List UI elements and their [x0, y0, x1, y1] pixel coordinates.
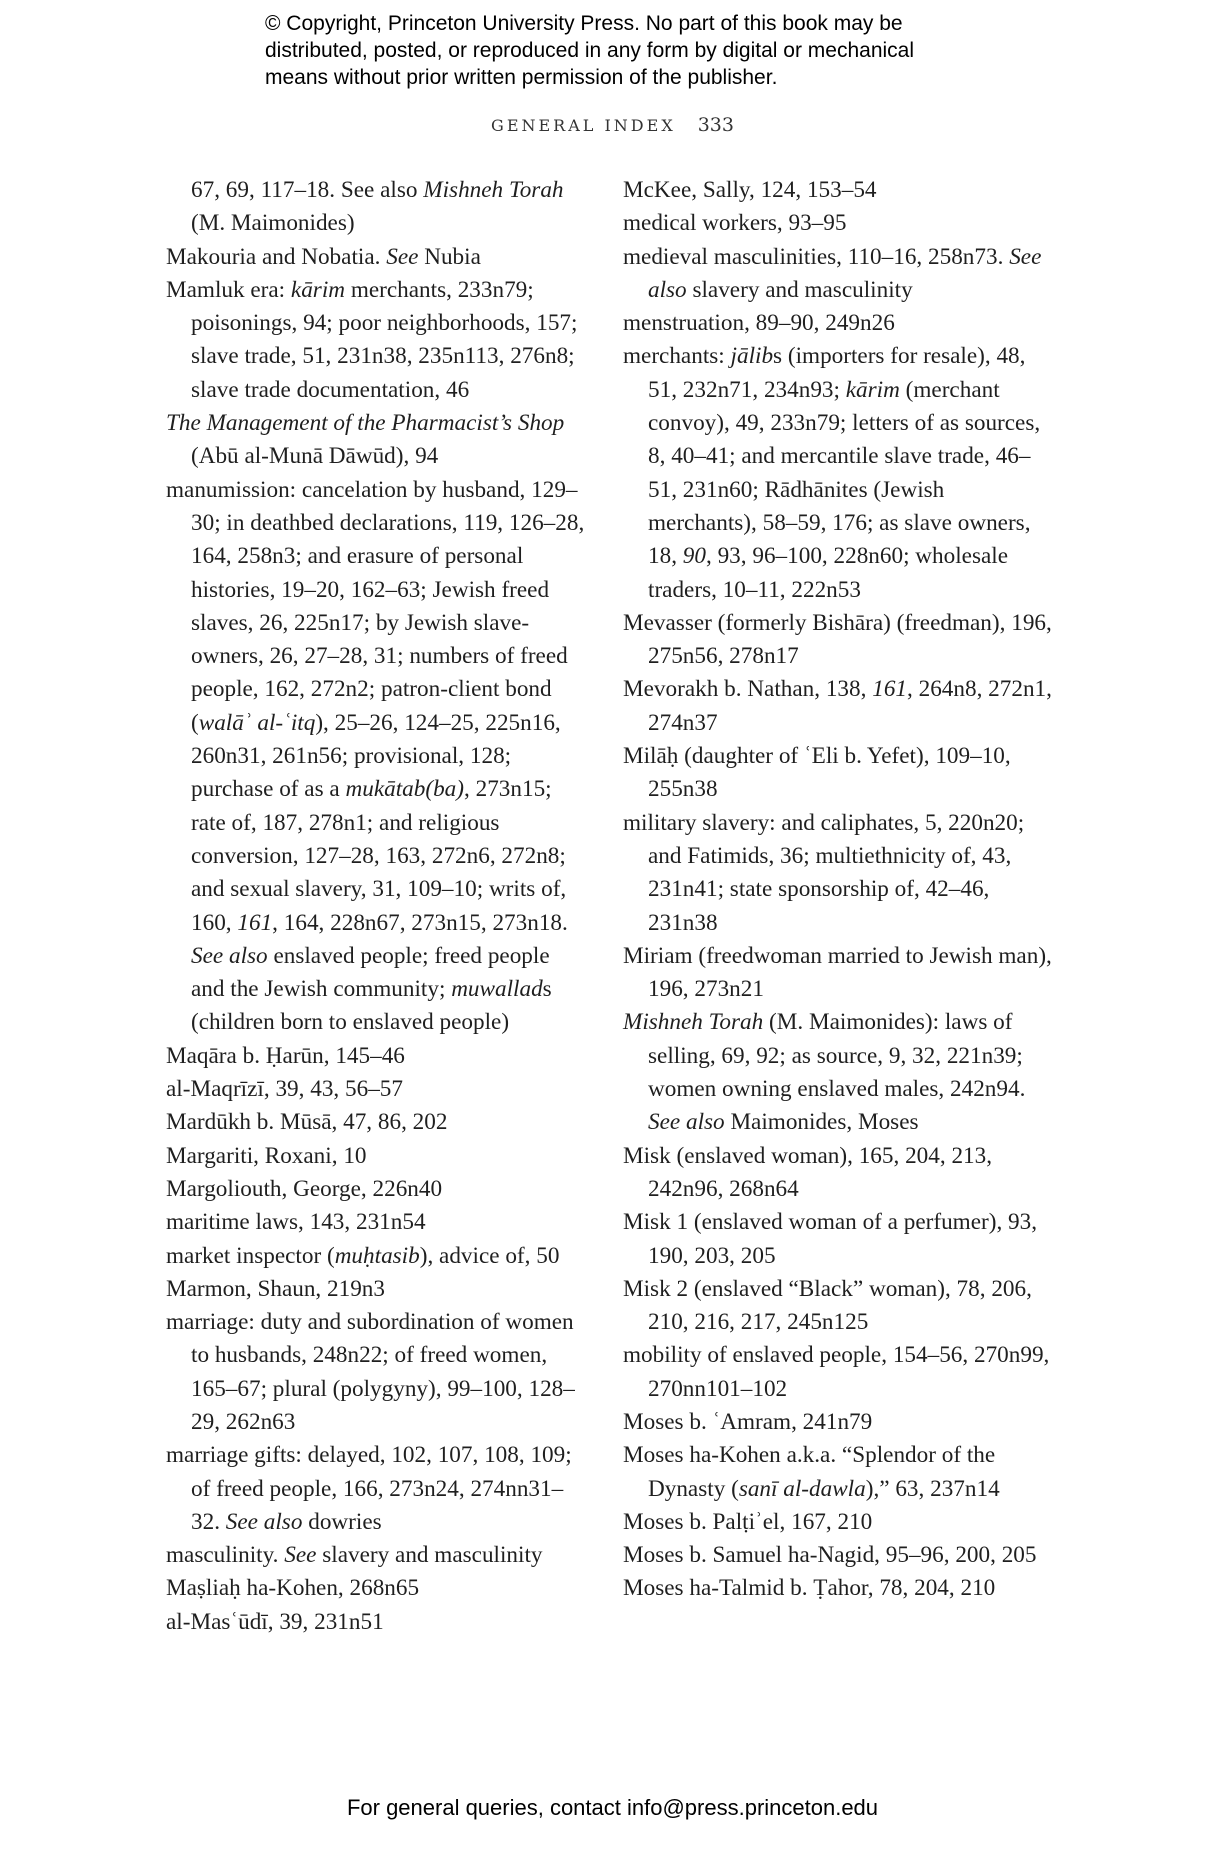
index-entry: medieval masculinities, 110–16, 258n73. See also slavery and masculinity	[623, 243, 1042, 303]
index-entry: menstruation, 89–90, 249n26	[623, 310, 895, 337]
index-entry: Moses ha-Kohen a.k.a. “Splendor of the Dynasty (sanī al-dawla),” 63, 237n14	[623, 1442, 1000, 1502]
index-entry: medical workers, 93–95	[623, 210, 847, 237]
page-number: 333	[697, 114, 734, 136]
copyright-line: © Copyright, Princeton University Press. No part of this book may be	[265, 12, 903, 35]
index-entry: marriage: duty and subordination of women to husbands, 248n22; of freed women, 165–67; plural (polygyny), 99–100, 128–29, 262n63	[166, 1309, 575, 1435]
index-entry: 67, 69, 117–18. See also Mishneh Torah (M. Maimonides)	[191, 177, 564, 237]
index-entry: The Management of the Pharmacist’s Shop (Abū al-Munā Dāwūd), 94	[166, 410, 565, 470]
index-entry: Maṣliaḥ ha-Kohen, 268n65	[166, 1575, 420, 1602]
index-entry: Mamluk era: kārim merchants, 233n79; poisonings, 94; poor neighborhoods, 157; slave trade, 51, 231n38, 235n113, 276n8; slave trade documentation, 46	[166, 276, 578, 403]
index-entry: Misk 1 (enslaved woman of a perfumer), 93, 190, 203, 205	[623, 1209, 1038, 1269]
index-entry: marriage gifts: delayed, 102, 107, 108, 109; of freed people, 166, 273n24, 274nn31–32. See also dowries	[166, 1442, 572, 1535]
index-entry: Moses b. Samuel ha-Nagid, 95–96, 200, 205	[623, 1542, 1037, 1569]
index-entry: manumission: cancelation by husband, 129–30; in deathbed declarations, 119, 126–28, 164, 258n3; and erasure of personal histories, 19–20, 162–63; Jewish freed slaves, 26, 225n17; by Jewish slave-owners, 26, 27–28, 31; numbers of freed people, 162, 272n2; patron-client bond (walāʾ al-ʿitq), 25–26, 124–25, 225n16, 260n31, 261n56; provisional, 128; purchase of as a mukātab(ba), 273n15; rate of, 187, 278n1; and religious conversion, 127–28, 163, 272n6, 272n8; and sexual slavery, 31, 109–10; writs of, 160, 161, 164, 228n67, 273n15, 273n18. See also enslaved people; freed people and the Jewish community; muwallads (children born to enslaved people)	[166, 476, 585, 1036]
index-entry: Margoliouth, George, 226n40	[166, 1175, 443, 1202]
index-entry: Mevorakh b. Nathan, 138, 161, 264n8, 272n1, 274n37	[623, 676, 1052, 736]
index-column-left	[166, 174, 586, 1639]
footer-contact: For general queries, contact info@press.princeton.edu	[346, 1795, 879, 1820]
index-entry: Margariti, Roxani, 10	[166, 1142, 367, 1169]
copyright-line: means without prior written permission of the publisher.	[265, 66, 778, 89]
index-entry: Mishneh Torah (M. Maimonides): laws of selling, 69, 92; as source, 9, 32, 221n39; women owning enslaved males, 242n94. See also Maimonides, Moses	[623, 1009, 1026, 1136]
index-entry: Makouria and Nobatia. See Nubia	[166, 243, 481, 270]
index-entry: Miriam (freedwoman married to Jewish man), 196, 273n21	[623, 942, 1052, 1003]
index-entry: Maqāra b. Ḥarūn, 145–46	[166, 1042, 405, 1069]
index-entry: Milāḥ (daughter of ʿEli b. Yefet), 109–10, 255n38	[623, 743, 1011, 803]
index-entry: Mardūkh b. Mūsā, 47, 86, 202	[166, 1109, 448, 1136]
index-entry: al-Maqrīzī, 39, 43, 56–57	[166, 1076, 403, 1103]
copyright-notice	[265, 10, 1025, 91]
running-head-title: GENERAL INDEX	[491, 116, 676, 135]
index-entry: mobility of enslaved people, 154–56, 270n99, 270nn101–102	[623, 1342, 1050, 1402]
index-entry: McKee, Sally, 124, 153–54	[623, 177, 877, 203]
index-entry: Marmon, Shaun, 219n3	[166, 1275, 385, 1302]
index-column-right	[623, 174, 1053, 1606]
index-entry: maritime laws, 143, 231n54	[166, 1209, 426, 1236]
index-entry: Mevasser (formerly Bishāra) (freedman), 196, 275n56, 278n17	[623, 609, 1052, 670]
index-entry: Moses b. Palṭiʾel, 167, 210	[623, 1508, 873, 1535]
index-entry: Moses ha-Talmid b. Ṭahor, 78, 204, 210	[623, 1575, 996, 1602]
copyright-line: distributed, posted, or reproduced in any form by digital or mechanical	[265, 39, 915, 62]
index-entry: masculinity. See slavery and masculinity	[166, 1542, 543, 1569]
index-entry: Misk 2 (enslaved “Black” woman), 78, 206, 210, 216, 217, 245n125	[623, 1275, 1032, 1336]
index-entry: Misk (enslaved woman), 165, 204, 213, 242n96, 268n64	[623, 1142, 993, 1202]
running-head	[0, 114, 1225, 136]
index-entry: Moses b. ʿAmram, 241n79	[623, 1408, 873, 1435]
index-entry: market inspector (muḥtasib), advice of, 50	[166, 1242, 560, 1269]
index-entry: military slavery: and caliphates, 5, 220n20; and Fatimids, 36; multiethnicity of, 43, 231n41; state sponsorship of, 42–46, 231n38	[623, 809, 1025, 936]
index-entry: merchants: jālibs (importers for resale), 48, 51, 232n71, 234n93; kārim (merchant convoy), 49, 233n79; letters of as sources, 8, 40–41; and mercantile slave trade, 46–51, 231n60; Rādhānites (Jewish merchants), 58–59, 176; as slave owners, 18, 90, 93, 96–100, 228n60; wholesale traders, 10–11, 222n53	[623, 343, 1041, 603]
index-entry: al-Masʿūdī, 39, 231n51	[166, 1608, 384, 1635]
